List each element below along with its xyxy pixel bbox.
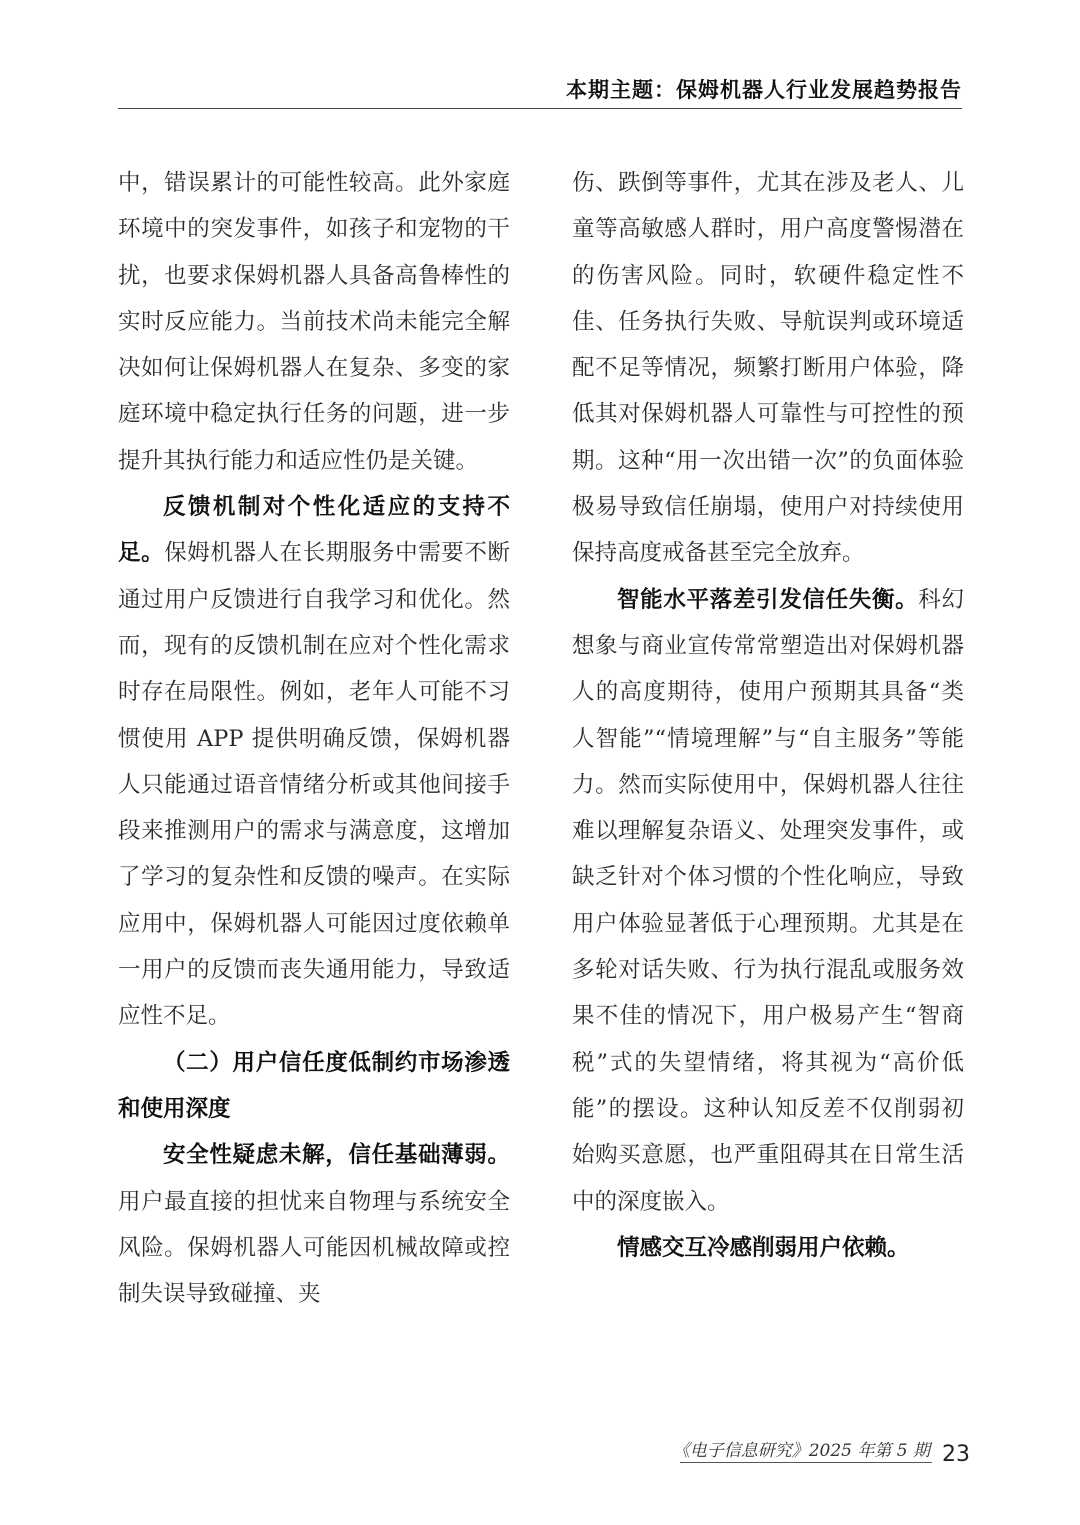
right-paragraph-2-body: 科幻想象与商业宣传常常塑造出对保姆机器人的高度期待，使用户预期其具备“类人智能”“情境理解”与“自主服务”等能力。然而实际使用中，保姆机器人往往难以理解复杂语义、处理突发事件，或缺乏针对个体习惯的个性化响应，导致用户体验显著低于心理预期。尤其是在多轮对话失败、行为执行混乱或服务效果不佳的情况下，用户极易产生“智商税”式的失望情绪，将其视为“高价低能”的摆设。这种认知反差不仅削弱初始购买意愿，也严重阻碍其在日常生活中的深度嵌入。 bbox=[572, 586, 964, 1215]
left-paragraph-2-lead: 反馈机制对个性化适应的支持不足。 bbox=[118, 494, 510, 567]
header-divider bbox=[118, 108, 962, 109]
running-header-title: 本期主题：保姆机器人行业发展趋势报告 bbox=[566, 78, 962, 102]
left-paragraph-3 bbox=[118, 1132, 510, 1317]
footer-divider bbox=[680, 1462, 932, 1463]
journal-issue-label: 《电子信息研究》2025 年第 5 期 bbox=[672, 1441, 930, 1461]
left-paragraph-2-body: 保姆机器人在长期服务中需要不断通过用户反馈进行自我学习和优化。然而，现有的反馈机制在应对个性化需求时存在局限性。例如，老年人可能不习惯使用 APP 提供明确反馈，保姆机器人只能通过语音情绪分析或其他间接手段来推测用户的需求与满意度，这增加了学习的复杂性和反馈的噪声。在实际应用中，保姆机器人可能因过度依赖单一用户的反馈而丧失通用能力，导致适应性不足。 bbox=[118, 540, 510, 1030]
right-paragraph-1: 伤、跌倒等事件，尤其在涉及老人、儿童等高敏感人群时，用户高度警惕潜在的伤害风险。同时，软硬件稳定性不佳、任务执行失败、导航误判或环境适配不足等情况，频繁打断用户体验，降低其对保姆机器人可靠性与可控性的预期。这种“用一次出错一次”的负面体验极易导致信任崩塌，使用户对持续使用保持高度戒备甚至完全放弃。 bbox=[572, 170, 964, 567]
left-paragraph-3-lead: 安全性疑虑未解，信任基础薄弱。 bbox=[163, 1142, 510, 1169]
page-number: 23 bbox=[942, 1442, 970, 1467]
right-paragraph-2-lead: 智能水平落差引发信任失衡。 bbox=[617, 586, 919, 613]
section-heading: （二）用户信任度低制约市场渗透和使用深度 bbox=[118, 1049, 510, 1122]
left-paragraph-1: 中，错误累计的可能性较高。此外家庭环境中的突发事件，如孩子和宠物的干扰，也要求保姆机器人具备高鲁棒性的实时反应能力。当前技术尚未能完全解决如何让保姆机器人在复杂、多变的家庭环境中稳定执行任务的问题，进一步提升其执行能力和适应性仍是关键。 bbox=[118, 170, 510, 474]
right-paragraph-3-lead: 情感交互冷感削弱用户依赖。 bbox=[617, 1234, 910, 1261]
right-paragraph-2 bbox=[572, 577, 964, 1225]
right-column bbox=[572, 160, 964, 1271]
right-paragraph-3 bbox=[572, 1225, 964, 1271]
left-column bbox=[118, 160, 510, 1317]
left-paragraph-2 bbox=[118, 484, 510, 1040]
left-paragraph-3-body: 用户最直接的担忧来自物理与系统安全风险。保姆机器人可能因机械故障或控制失误导致碰撞、夹 bbox=[118, 1188, 510, 1308]
